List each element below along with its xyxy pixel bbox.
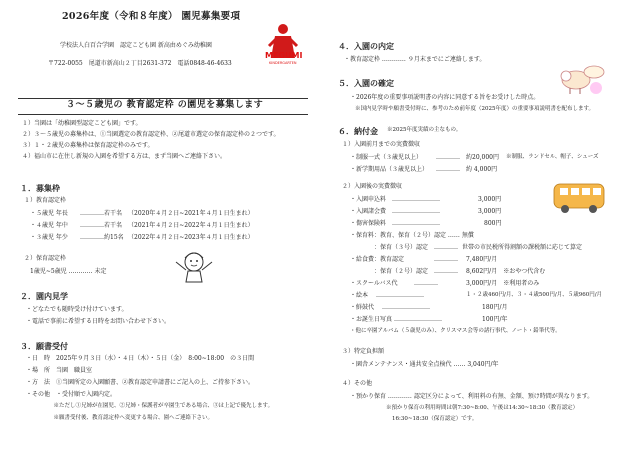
intro-line-1: １）当園は「幼稚園型認定こども園」です。 [22,120,142,127]
section-6-sub-3: ３）特定負担額 [342,348,385,355]
child-waving-icon [170,248,218,284]
fee-row: ・他に卒園アルバム（５歳児のみ）、クリスマス会等の諸行事代、ノート・鉛筆代等。 [350,328,561,334]
intro-line-4: ４）福山市に在住し新規の入園を希望する方は、まず当園へご連絡下さい。 [22,153,227,160]
section-2-line-1: ・どなたでも随時受け付けています。 [26,306,128,313]
other-note-1: ※預かり保育の利用時間は朝7:30~8:00、午後は14:30~18:30（教育認定） [386,405,579,411]
section-1-heading: １．募集枠 [20,183,60,193]
section-5-note: ※国内見学時や願書受付時に、参考のため前年度（2025年度）の重要事項説明書を配布します。 [355,106,595,112]
section-4-heading: ４．入園の内定 [338,41,394,51]
org-address: 〒722-0055 尾道市新高山２丁目2631-372 電話0848-46-4633 [48,60,232,67]
intro-line-3: ３）１・２歳児の募集枠は保育認定枠のみです。 [22,142,154,149]
section-6-sub-2: ２）入園後の実費徴収 [342,183,403,190]
section-6-sub-4: ４）その他 [342,380,373,387]
sheep-illustration [556,58,608,102]
section-4-line: ・教育認定枠 ………… ９月末までにご連絡します。 [344,56,486,63]
section-1-sub-2: ２）保育認定枠 [24,255,67,262]
child-illustration [170,248,218,288]
document-page: 2026年度（令和８年度） 園児募集要項 学校法人白百合学園 認定こども園 新高由めぐみ幼稚園 〒722-0055 尾道市新高山２丁目2631-372 電話0848-46-4633 MEGUMI KINDERGARTEN ３～５歳児の 教育認定枠 の園児を募集します １）当園は「幼稚園型認定こども園」です。 ２）３～５歳児の募集枠は、①当園選定の教育認定枠、②尾道市選定の保育認定枠の２つです。 ３）１・２歳児の募集枠は保育認定枠のみです。 ４）福山市に在住し新規の入園を希望する方は、まず当園へご連絡下さい。 １．募集枠 １）教育認定枠 ・５歳児 年長 ………… 若干名 （2020年４月２日~2021年４月１日生まれ） ・４歳児 年中 ………… 若干名 （2021年４月２日~2022年４月１日生まれ） ・３歳児 年少 ………… 約15名 （2022年４月２日~2023年４月１日生まれ） ２）保育認定枠 1歳児~5歳児 ………… 未定 ２．園内見学 ・どなたでも随時受け付けています。 ・電話で事前に希望する日時をお問い合わせ下さい。 ３．願書受付 ・日 時 2025年９月３日（水）・４日（木）・５日（金） 8:00~18:00 の３日間 ・場 所 当園 職員室 ・方 法 ①当園所定の入園願書、②教育認定申請書にご記入の上、ご持参下さい。 ・その他 ・受付順で入園内定。 ※ただし①兄姉が在園児、②兄姉・保護者が卒園生である場合、③は上記で優先します。 ※願書受付後、教育認定枠へ変更する場合、園へご連絡下さい。 ４．入園の内定 ・教育認定枠 ………… ９月末までにご連絡します。 ５．入園の確定 ・2026年度の重要事項説明書の内容に同意する旨をお受けした時点。 ※国内見学時や願書受付時に、参考のため前年度（2025年度）の重要事項説明書を配布します。 ６．納付金 ※2025年度実績の主なもの。 １）入園前月までの実費徴収 ・制服一式（３歳児以上） ………… 約20,000円 ※制服、ランドセル、帽子、シューズ ・新学期用品（３歳児以上） ………… 約 4,000円 ２）入園後の実費徴収 ・入園申込料 …………………… 3,000円 ・入園諸会費 …………………… 3,000円 ・傷害保険料 …………………… 800円 ・保育料：教育、保育（２号）認定 …… 無償 ：保育（３号）認定 ………… 世帯の市民税所得割額の課税額に応じて算定 ・給食費：教育認定 ………… 7,480円/月 ：保育（２号）認定 ………… 8,602円/月 ※おやつ代含む ・スクールバス代 ………… 3,000円/月 ※利用者のみ ・絵本 …………………… １・２歳460円/月、３・４歳500円/月、５歳960円/月 ・鮮鼓代 …………………… 180円/月 ・お誕生日写真 …………………… 100円/年 ・他に卒園アルバム（５歳児のみ）、クリスマス会等の諸行事代、ノート・鉛筆代等。 ３）特定負担額 ・園舎メンテナンス・通共安全点検代 …… 3,040円/年 ４）その他 ・預かり保育 ………… 認定区分によって、利用料の有無、金額、預け時間が異なります。 ※預かり保育の利用時間は朝7:30~8:00、午後は14:30~18:30（教育認定） 16:30~18:30（保育認定）です。 [0,0,640,453]
banner-text: ３～５歳児の 教育認定枠 の園児を募集します [66,100,264,110]
page-title: 2026年度（令和８年度） 園児募集要項 [62,11,241,22]
sheep-icon [556,58,608,98]
banner-rule-bottom [18,114,308,115]
bus-illustration [552,178,608,222]
section-3-line-4: ・その他 ・受付順で入園内定。 [26,391,117,398]
logo-subtext: KINDERGARTEN [269,61,297,65]
intro-line-2: ２）３～５歳児の募集枠は、①当園選定の教育認定枠、②尾道市選定の保育認定枠の２つです。 [22,131,280,138]
section-1-sub-1: １）教育認定枠 [24,197,67,204]
logo-text: MEGUMI [265,51,303,60]
section-6-heading: ６．納付金 [338,126,378,136]
other-note-2: 16:30~18:30（保育認定）です。 [392,416,478,422]
section-3-heading: ３．願書受付 [20,341,68,351]
school-bus-icon [552,178,608,218]
fee-row: ・保育料：教育、保育（２号）認定 …… 無償 [350,232,474,239]
section-5-heading: ５．入園の確定 [338,78,394,88]
section-3-line-1: ・日 時 2025年９月３日（水）・４日（木）・５日（金） 8:00~18:00 の３日間 [26,355,255,362]
section-3-line-2: ・場 所 当園 職員室 [26,367,93,374]
section-1-row-2: 1歳児~5歳児 ………… 未定 [30,268,107,275]
logo [265,22,301,70]
section-2-heading: ２．園内見学 [20,291,68,301]
org-name: 学校法人白百合学園 認定こども園 新高由めぐみ幼稚園 [60,42,212,49]
section-5-line: ・2026年度の重要事項説明書の内容に同意する旨をお受けした時点。 [350,94,540,101]
section-6-sub-1: １）入園前月までの実費徴収 [342,141,421,148]
section-2-line-2: ・電話で事前に希望する日時をお問い合わせ下さい。 [26,318,171,325]
section-3-note-2: ※願書受付後、教育認定枠へ変更する場合、園へご連絡下さい。 [26,415,214,421]
section-6-heading-note: ※2025年度実績の主なもの。 [387,127,462,133]
section-3-note-1: ※ただし①兄姉が在園児、②兄姉・保護者が卒園生である場合、③は上記で優先します。 [26,403,274,409]
special-fee: ・園舎メンテナンス・通共安全点検代 …… 3,040円/年 [350,361,499,368]
banner-rule-top [18,98,308,99]
section-3-line-3: ・方 法 ①当園所定の入園願書、②教育認定申請書にご記入の上、ご持参下さい。 [26,379,255,386]
other-fee: ・預かり保育 ………… 認定区分によって、利用料の有無、金額、預け時間が異なります。 [350,393,594,400]
